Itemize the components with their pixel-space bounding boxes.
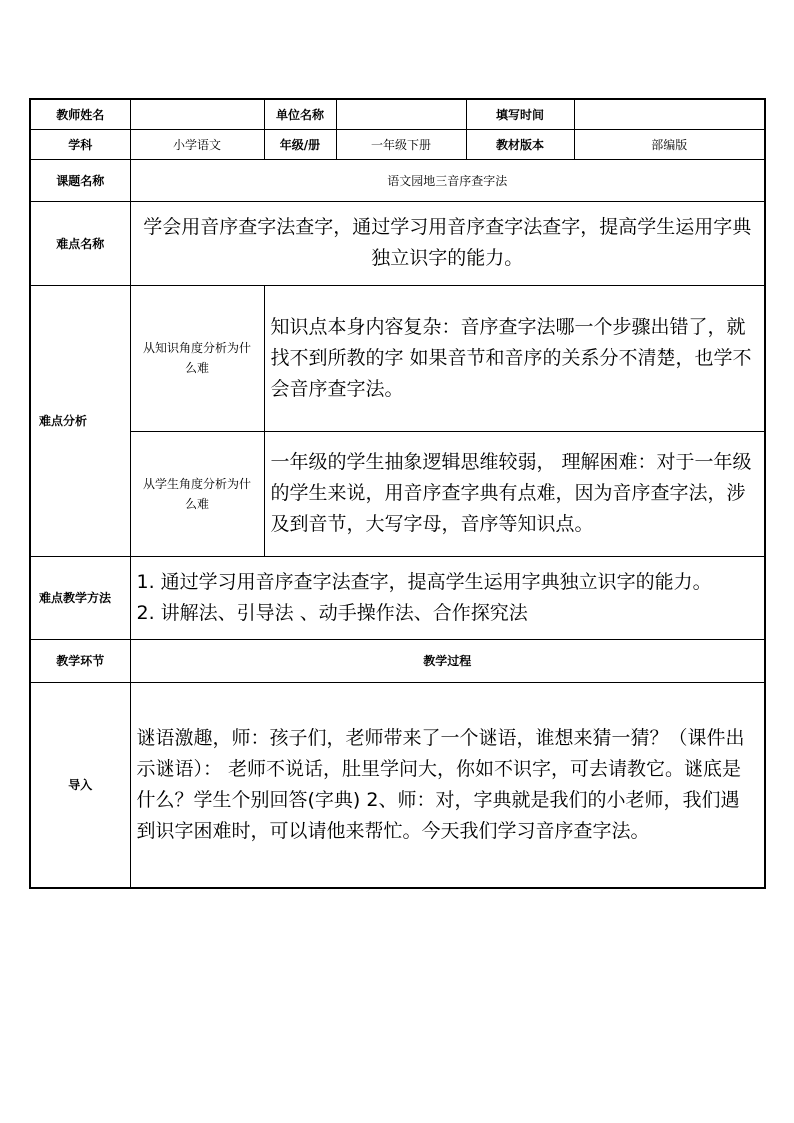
- teaching-stage-label: 教学环节: [30, 639, 130, 682]
- teaching-method-line-1: 1. 通过学习用音序查字法查字，提高学生运用字典独立识字的能力。: [136, 570, 712, 593]
- difficulty-name-label: 难点名称: [30, 201, 130, 285]
- subject-value: 小学语文: [130, 129, 264, 159]
- knowledge-angle-label: 从知识角度分析为什么难: [130, 285, 264, 431]
- introduction-row: [30, 682, 765, 888]
- difficulty-analysis-label: 难点分析: [30, 285, 130, 556]
- grade-label: 年级/册: [264, 129, 336, 159]
- teaching-method-label: 难点教学方法: [30, 556, 130, 639]
- teaching-process-heading: 教学过程: [130, 639, 765, 682]
- teacher-name-label: 教师姓名: [30, 99, 130, 129]
- difficulty-name-value: 学会用音序查字法查字，通过学习用音序查字法查字，提高学生运用字典独立识字的能力。: [130, 201, 765, 285]
- header-row-1: [30, 99, 765, 129]
- unit-field[interactable]: [336, 99, 466, 129]
- topic-label: 课题名称: [30, 159, 130, 201]
- teaching-method-line-2: 2. 讲解法、引导法 、动手操作法、合作探究法: [136, 601, 528, 624]
- fill-time-label: 填写时间: [466, 99, 574, 129]
- teacher-name-field[interactable]: [130, 99, 264, 129]
- lesson-design-table: [29, 98, 766, 889]
- fill-time-field[interactable]: [574, 99, 765, 129]
- topic-value: 语文园地三音序查字法: [130, 159, 765, 201]
- student-angle-label: 从学生角度分析为什么难: [130, 431, 264, 556]
- teaching-method-content: [130, 556, 765, 639]
- knowledge-angle-text: 知识点本身内容复杂：音序查字法哪一个步骤出错了，就找不到所教的字 如果音节和音序的关系分不清楚，也学不会音序查字法。: [264, 285, 765, 431]
- header-row-2: [30, 129, 765, 159]
- teaching-method-row: [30, 556, 765, 639]
- student-analysis-row: [30, 431, 765, 556]
- unit-label: 单位名称: [264, 99, 336, 129]
- grade-value: 一年级下册: [336, 129, 466, 159]
- topic-row: [30, 159, 765, 201]
- teaching-stage-row: [30, 639, 765, 682]
- difficulty-name-row: [30, 201, 765, 285]
- edition-value: 部编版: [574, 129, 765, 159]
- knowledge-analysis-row: [30, 285, 765, 431]
- introduction-text: 谜语激趣，师：孩子们，老师带来了一个谜语，谁想来猜一猜？（课件出示谜语）： 老师不说话，肚里学问大，你如不识字，可去请教它。谜底是什么？学生个别回答(字典) 2、师：对，字典就是我们的小老师，我们遇到识字困难时，可以请他来帮忙。今天我们学习音序查字法。: [130, 682, 765, 888]
- subject-label: 学科: [30, 129, 130, 159]
- introduction-label: 导入: [30, 682, 130, 888]
- student-angle-text: 一年级的学生抽象逻辑思维较弱， 理解困难：对于一年级的学生来说，用音序查字典有点难，因为音序查字法，涉及到音节，大写字母，音序等知识点。: [264, 431, 765, 556]
- edition-label: 教材版本: [466, 129, 574, 159]
